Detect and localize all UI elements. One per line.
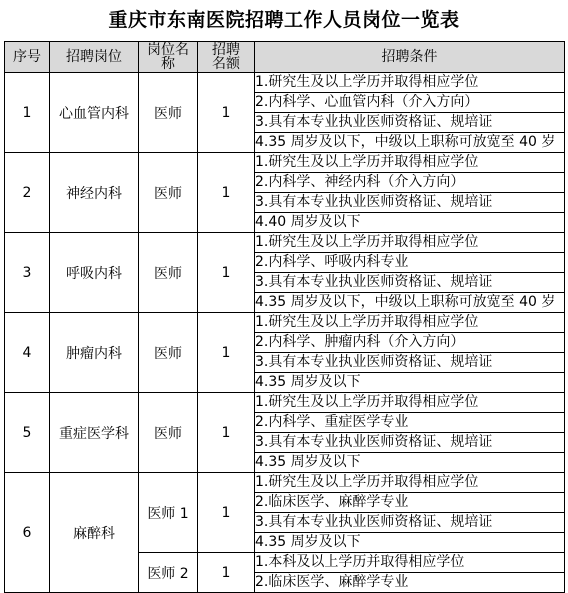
header-no: 序号 [5,42,50,73]
table-row [5,153,565,173]
row-post: 麻醉科 [50,473,139,593]
row-condition: 1.研究生及以上学历并取得相应学位 [255,73,565,93]
row-post-name: 医师 [139,313,198,393]
row-condition: 4.40 周岁及以下 [255,213,565,233]
row-condition: 4.35 周岁及以下，中级以上职称可放宽至 40 岁 [255,293,565,313]
row-post-name: 医师 [139,153,198,233]
row-no: 1 [5,73,50,153]
row-condition: 3.具有本专业执业医师资格证、规培证 [255,353,565,373]
row-quota: 1 [198,153,255,233]
row-condition: 2.内科学、呼吸内科专业 [255,253,565,273]
row-quota: 1 [198,553,255,593]
row-post-name: 医师 2 [139,553,198,593]
row-post: 神经内科 [50,153,139,233]
row-quota: 1 [198,473,255,553]
row-post: 肿瘤内科 [50,313,139,393]
row-post-name: 医师 [139,73,198,153]
row-condition: 1.研究生及以上学历并取得相应学位 [255,393,565,413]
row-post-name: 医师 [139,393,198,473]
table-row [5,313,565,333]
row-condition: 3.具有本专业执业医师资格证、规培证 [255,433,565,453]
header-post: 招聘岗位 [50,42,139,73]
row-no: 5 [5,393,50,473]
header-post-name [139,42,198,73]
row-condition: 4.35 周岁及以下，中级以上职称可放宽至 40 岁 [255,133,565,153]
row-condition: 4.35 周岁及以下 [255,533,565,553]
row-no: 4 [5,313,50,393]
row-condition: 2.内科学、重症医学专业 [255,413,565,433]
row-no: 6 [5,473,50,593]
row-post: 心血管内科 [50,73,139,153]
header-post-name-line1: 岗位名 [147,42,189,58]
page-title: 重庆市东南医院招聘工作人员岗位一览表 [108,9,460,31]
table-row [5,473,565,493]
row-condition: 2.内科学、心血管内科（介入方向） [255,93,565,113]
row-condition: 4.35 周岁及以下 [255,453,565,473]
row-condition: 1.研究生及以上学历并取得相应学位 [255,153,565,173]
row-no: 3 [5,233,50,313]
row-quota: 1 [198,233,255,313]
row-condition: 2.临床医学、麻醉学专业 [255,493,565,513]
row-quota: 1 [198,313,255,393]
row-no: 2 [5,153,50,233]
row-condition: 3.具有本专业执业医师资格证、规培证 [255,113,565,133]
header-quota [198,42,255,73]
row-condition: 3.具有本专业执业医师资格证、规培证 [255,193,565,213]
row-post: 重症医学科 [50,393,139,473]
row-condition: 3.具有本专业执业医师资格证、规培证 [255,273,565,293]
row-post: 呼吸内科 [50,233,139,313]
header-post-name-line2: 称 [161,56,175,72]
row-quota: 1 [198,73,255,153]
row-condition: 2.临床医学、麻醉学专业 [255,573,565,593]
header-quota-line1: 招聘 [212,42,240,58]
row-post-name: 医师 [139,233,198,313]
row-condition: 2.内科学、肿瘤内科（介入方向） [255,333,565,353]
row-condition: 3.具有本专业执业医师资格证、规培证 [255,513,565,533]
row-condition: 1.研究生及以上学历并取得相应学位 [255,233,565,253]
table-header-row [5,42,565,73]
table-row [5,233,565,253]
row-condition: 1.本科及以上学历并取得相应学位 [255,553,565,573]
row-condition: 2.内科学、神经内科（介入方向） [255,173,565,193]
row-quota: 1 [198,393,255,473]
header-quota-line2: 名额 [212,56,240,72]
row-post-name: 医师 1 [139,473,198,553]
row-condition: 1.研究生及以上学历并取得相应学位 [255,313,565,333]
recruitment-table [4,41,565,593]
header-conditions: 招聘条件 [255,42,565,73]
table-row [5,73,565,93]
row-condition: 4.35 周岁及以下 [255,373,565,393]
table-row [5,393,565,413]
row-condition: 1.研究生及以上学历并取得相应学位 [255,473,565,493]
